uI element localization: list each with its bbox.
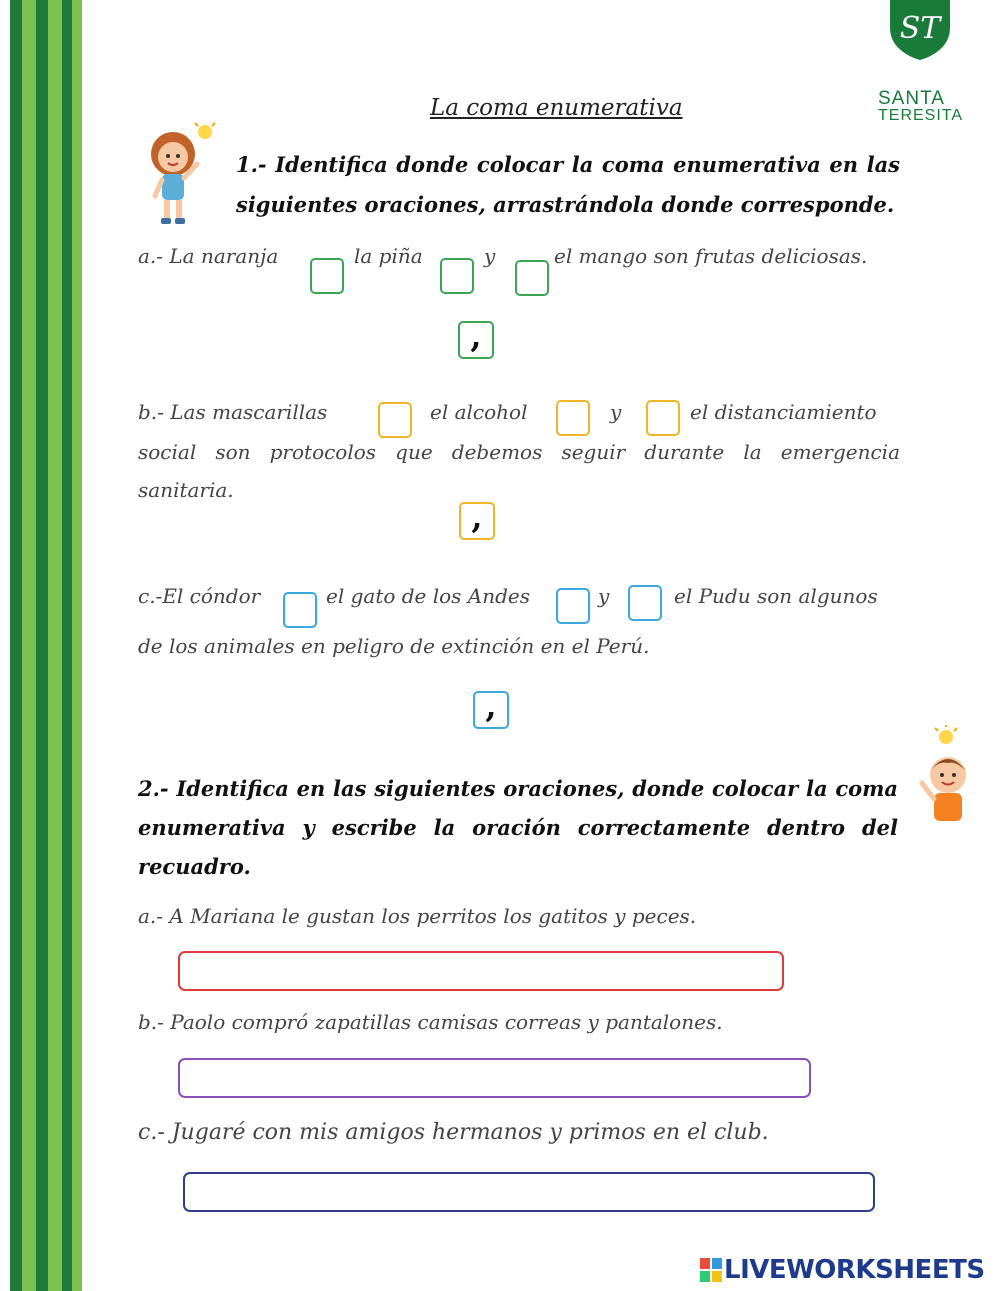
drop-zone-b2[interactable] (556, 400, 590, 436)
logo-text-santa: SANTA (878, 88, 945, 109)
sentence-c-line2: de los animales en peligro de extinción en el Perú. (138, 634, 650, 658)
drop-zone-b3[interactable] (646, 400, 680, 436)
page-title: La coma enumerativa (430, 95, 683, 121)
sentence-c-part4: el Pudu son algunos (674, 584, 878, 608)
sentence-a-part1: a.- La naranja (138, 244, 279, 268)
liveworksheets-text: LIVEWORKSHEETS (724, 1255, 985, 1285)
answer-box-b[interactable] (178, 1058, 811, 1098)
sentence-b-line3: sanitaria. (138, 478, 234, 502)
sentence-c-part2: el gato de los Andes (326, 584, 531, 608)
exercise2-instruction-line1: 2.- Identifica en las siguientes oraciones, donde colocar la coma (138, 776, 898, 801)
exercise1-instruction-line2: siguientes oraciones, arrastrándola donde corresponde. (236, 192, 895, 217)
exercise2-sentence-b: b.- Paolo compró zapatillas camisas correas y pantalones. (138, 1010, 723, 1034)
draggable-comma-green[interactable]: , (458, 321, 494, 359)
side-stripes (0, 0, 82, 1291)
exercise2-sentence-c: c.- Jugaré con mis amigos hermanos y primos en el club. (138, 1120, 769, 1145)
draggable-comma-yellow[interactable]: , (459, 502, 495, 540)
sentence-c-part1: c.-El cóndor (138, 584, 261, 608)
drop-zone-a3[interactable] (515, 260, 549, 296)
sentence-c-part3: y (598, 584, 610, 608)
sentence-a-part4: el mango son frutas deliciosas. (554, 244, 868, 268)
drop-zone-c2[interactable] (556, 588, 590, 624)
sentence-a-part3: y (484, 244, 496, 268)
exercise2-sentence-a: a.- A Mariana le gustan los perritos los gatitos y peces. (138, 904, 697, 928)
exercise2-instruction-line2: enumerativa y escribe la oración correctamente dentro del (138, 815, 898, 840)
liveworksheets-icon (700, 1258, 722, 1282)
draggable-comma-blue[interactable]: , (473, 691, 509, 729)
girl-illustration (135, 122, 215, 227)
drop-zone-b1[interactable] (378, 402, 412, 438)
drop-zone-c3[interactable] (628, 585, 662, 621)
shield-logo-icon (886, 0, 954, 60)
sentence-b-part4: el distanciamiento (690, 400, 877, 424)
exercise1-instruction-line1: 1.- Identifica donde colocar la coma enumerativa en las (236, 152, 900, 177)
sentence-b-part2: el alcohol (430, 400, 528, 424)
svg-text:ST: ST (899, 11, 941, 46)
drop-zone-a2[interactable] (440, 258, 474, 294)
logo-text-teresita: TERESITA (878, 107, 964, 124)
sentence-b-part3: y (610, 400, 622, 424)
drop-zone-c1[interactable] (283, 592, 317, 628)
boy-illustration (912, 725, 972, 825)
drop-zone-a1[interactable] (310, 258, 344, 294)
answer-box-c[interactable] (183, 1172, 875, 1212)
school-logo (876, 0, 966, 130)
answer-box-a[interactable] (178, 951, 784, 991)
exercise2-instruction-line3: recuadro. (138, 854, 251, 879)
sentence-a-part2: la piña (354, 244, 423, 268)
sentence-b-part1: b.- Las mascarillas (138, 400, 328, 424)
sentence-b-line2: social son protocolos que debemos seguir durante la emergencia (138, 440, 900, 464)
